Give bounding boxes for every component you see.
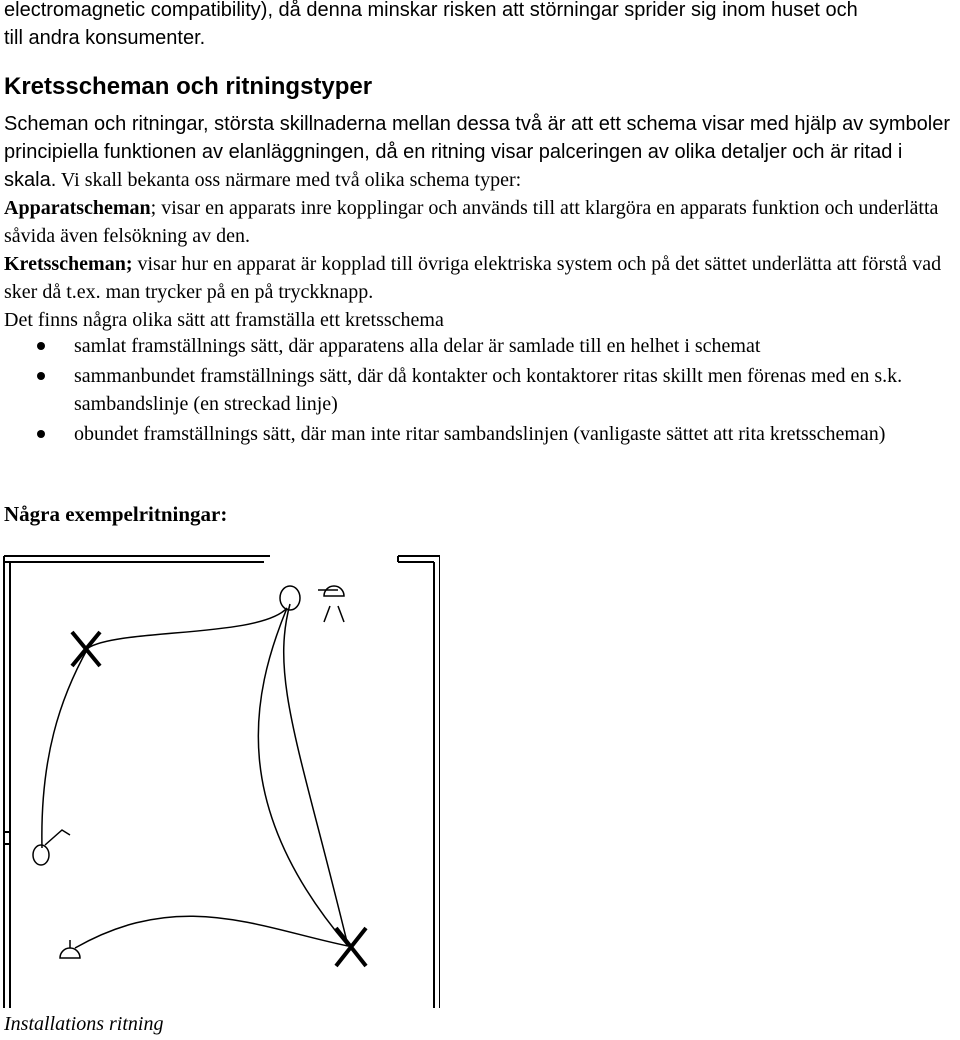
paragraph-kretsscheman	[4, 250, 954, 306]
paragraph-schemas-text: Scheman och ritningar, största skillnaderna mellan dessa två är att ett schema visar med hjälp av symboler principiella funktionen av elanläggningen, då en ritning visar palceringen av olika detaljer och är ritad i skala.	[4, 113, 950, 191]
methods-list	[0, 332, 950, 450]
bullet-icon	[37, 342, 45, 350]
lamp-cross-symbol	[72, 632, 100, 666]
switch-symbol	[33, 830, 70, 865]
ceiling-lamp-symbol	[318, 586, 344, 622]
term-kretsscheman: Kretsscheman;	[4, 253, 133, 275]
wire-1	[88, 608, 287, 648]
installation-drawing	[0, 548, 440, 1008]
methods-intro: Det finns några olika sätt att framställa ett kretsschema	[4, 309, 444, 331]
wall-top-left	[4, 556, 270, 1008]
wire-3	[42, 648, 88, 848]
term-kretsscheman-text: visar hur en apparat är kopplad till övriga elektriska system och på det sättet underlätta att förstå vad sker då t.ex. man trycker på en på tryckknapp.	[4, 253, 942, 303]
socket-symbol	[60, 940, 80, 958]
list-item-text: samlat framställnings sätt, där apparatens alla delar är samlade till en helhet i schemat	[74, 335, 761, 357]
bullet-icon	[37, 430, 45, 438]
section-heading: Kretsscheman och ritningstyper	[4, 73, 373, 100]
wire-2	[258, 608, 348, 946]
wiring	[42, 604, 348, 948]
paragraph-schemas	[4, 110, 954, 194]
list-item	[0, 362, 950, 418]
examples-heading: Några exempelritningar:	[4, 502, 228, 526]
intro-paragraph	[4, 0, 954, 52]
term-apparatscheman: Apparatscheman	[4, 197, 151, 219]
intro-line-2: till andra konsumenter.	[4, 27, 206, 49]
term-apparatscheman-text: ; visar en apparats inre kopplingar och används till att klargöra en apparats funktion och underlätta såvida även felsökning av den.	[4, 197, 939, 247]
lamp-cross-symbol	[336, 928, 366, 966]
list-item	[0, 420, 950, 448]
drawing-caption: Installations ritning	[4, 1013, 164, 1035]
wire-4	[75, 916, 348, 948]
wall-top-right	[398, 556, 440, 1008]
paragraph-schemas-cont: Vi skall bekanta oss närmare med två olika schema typer:	[60, 169, 522, 191]
bullet-icon	[37, 372, 45, 380]
list-item	[0, 332, 950, 360]
wire-5	[284, 604, 348, 946]
paragraph-apparatscheman	[4, 194, 954, 250]
list-item-text: obundet framställnings sätt, där man inte ritar sambandslinjen (vanligaste sättet att rita kretsscheman)	[74, 423, 886, 445]
list-item-text: sammanbundet framställnings sätt, där då kontakter och kontaktorer ritas skillt men förenas med en s.k. sambandslinje (en streckad linje)	[74, 365, 903, 415]
intro-line-1: electromagnetic compatibility), då denna minskar risken att störningar sprider sig inom huset och	[4, 0, 858, 21]
